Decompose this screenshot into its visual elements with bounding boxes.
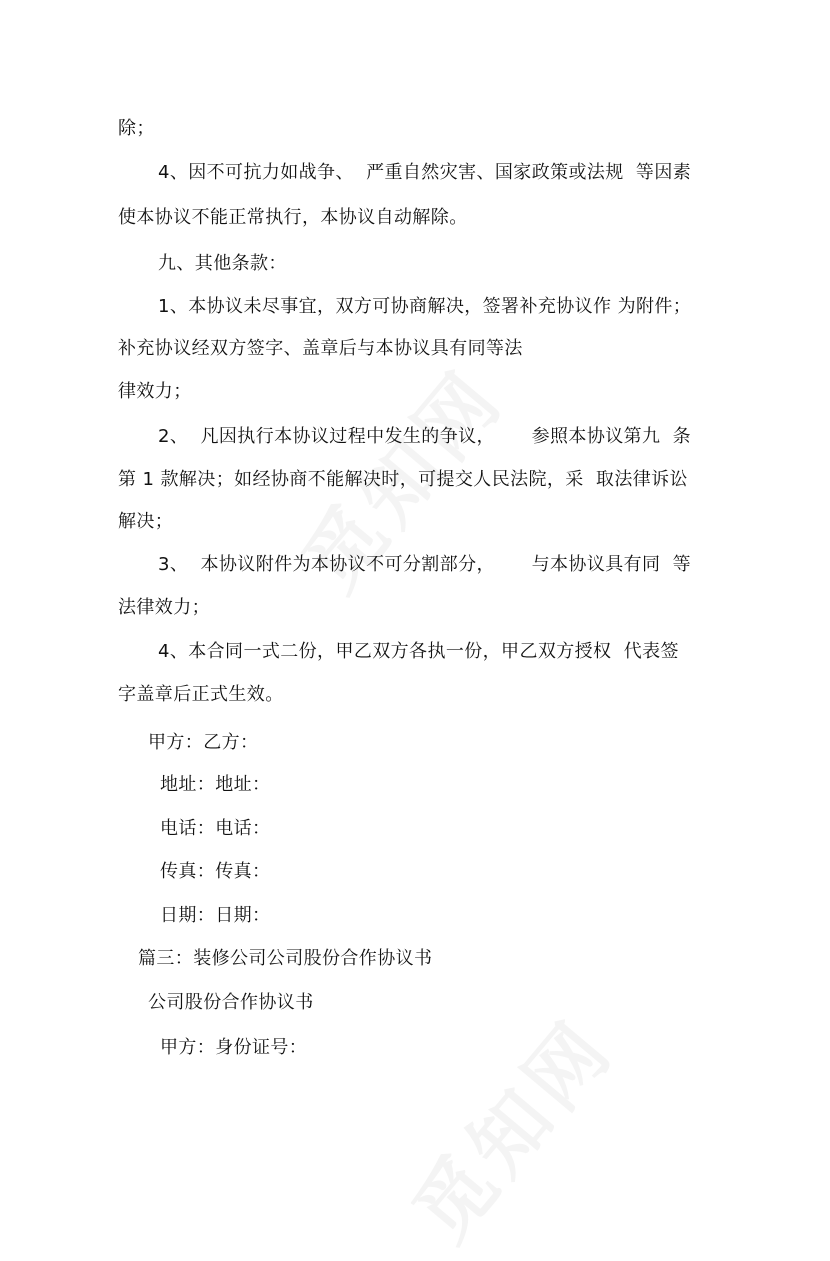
text-line: 字盖章后正式生效。	[118, 684, 284, 705]
text-line: 第 1 款解决；如经协商不能解决时，可提交人民法院，采 取法律诉讼	[118, 469, 688, 490]
document-title: 公司股份合作协议书	[148, 992, 314, 1013]
text-line: 使本协议不能正常执行，本协议自动解除。	[118, 207, 468, 228]
chapter-heading: 篇三：装修公司公司股份合作协议书	[138, 948, 433, 969]
signature-party-line: 甲方：乙方：	[148, 732, 259, 753]
signature-field-line: 电话：电话：	[160, 818, 271, 839]
text-line: 法律效力；	[118, 597, 210, 618]
watermark	[383, 991, 635, 1261]
text-line: 4、本合同一式二份，甲乙双方各执一份，甲乙双方授权 代表签	[158, 641, 679, 662]
text-line: 甲方：身份证号：	[160, 1037, 308, 1058]
text-line: 4、因不可抗力如战争、 严重自然灾害、国家政策或法规 等因素	[158, 162, 692, 183]
text-line: 3、 本协议附件为本协议不可分割部分， 与本协议具有同 等	[158, 554, 692, 575]
text-line: 2、 凡因执行本协议过程中发生的争议， 参照本协议第九 条	[158, 426, 692, 447]
signature-field-line: 传真：传真：	[160, 861, 271, 882]
text-line: 解决；	[118, 511, 174, 532]
text-line: 律效力；	[118, 381, 192, 402]
signature-field-line: 日期：日期：	[160, 905, 271, 926]
signature-field-line: 地址：地址：	[160, 774, 271, 795]
text-line: 除；	[118, 118, 155, 139]
section-heading: 九、其他条款：	[158, 253, 287, 274]
text-line: 1、本协议未尽事宜，双方可协商解决，签署补充协议作 为附件；	[158, 296, 692, 317]
text-line: 补充协议经双方签字、盖章后与本协议具有同等法	[118, 338, 523, 359]
